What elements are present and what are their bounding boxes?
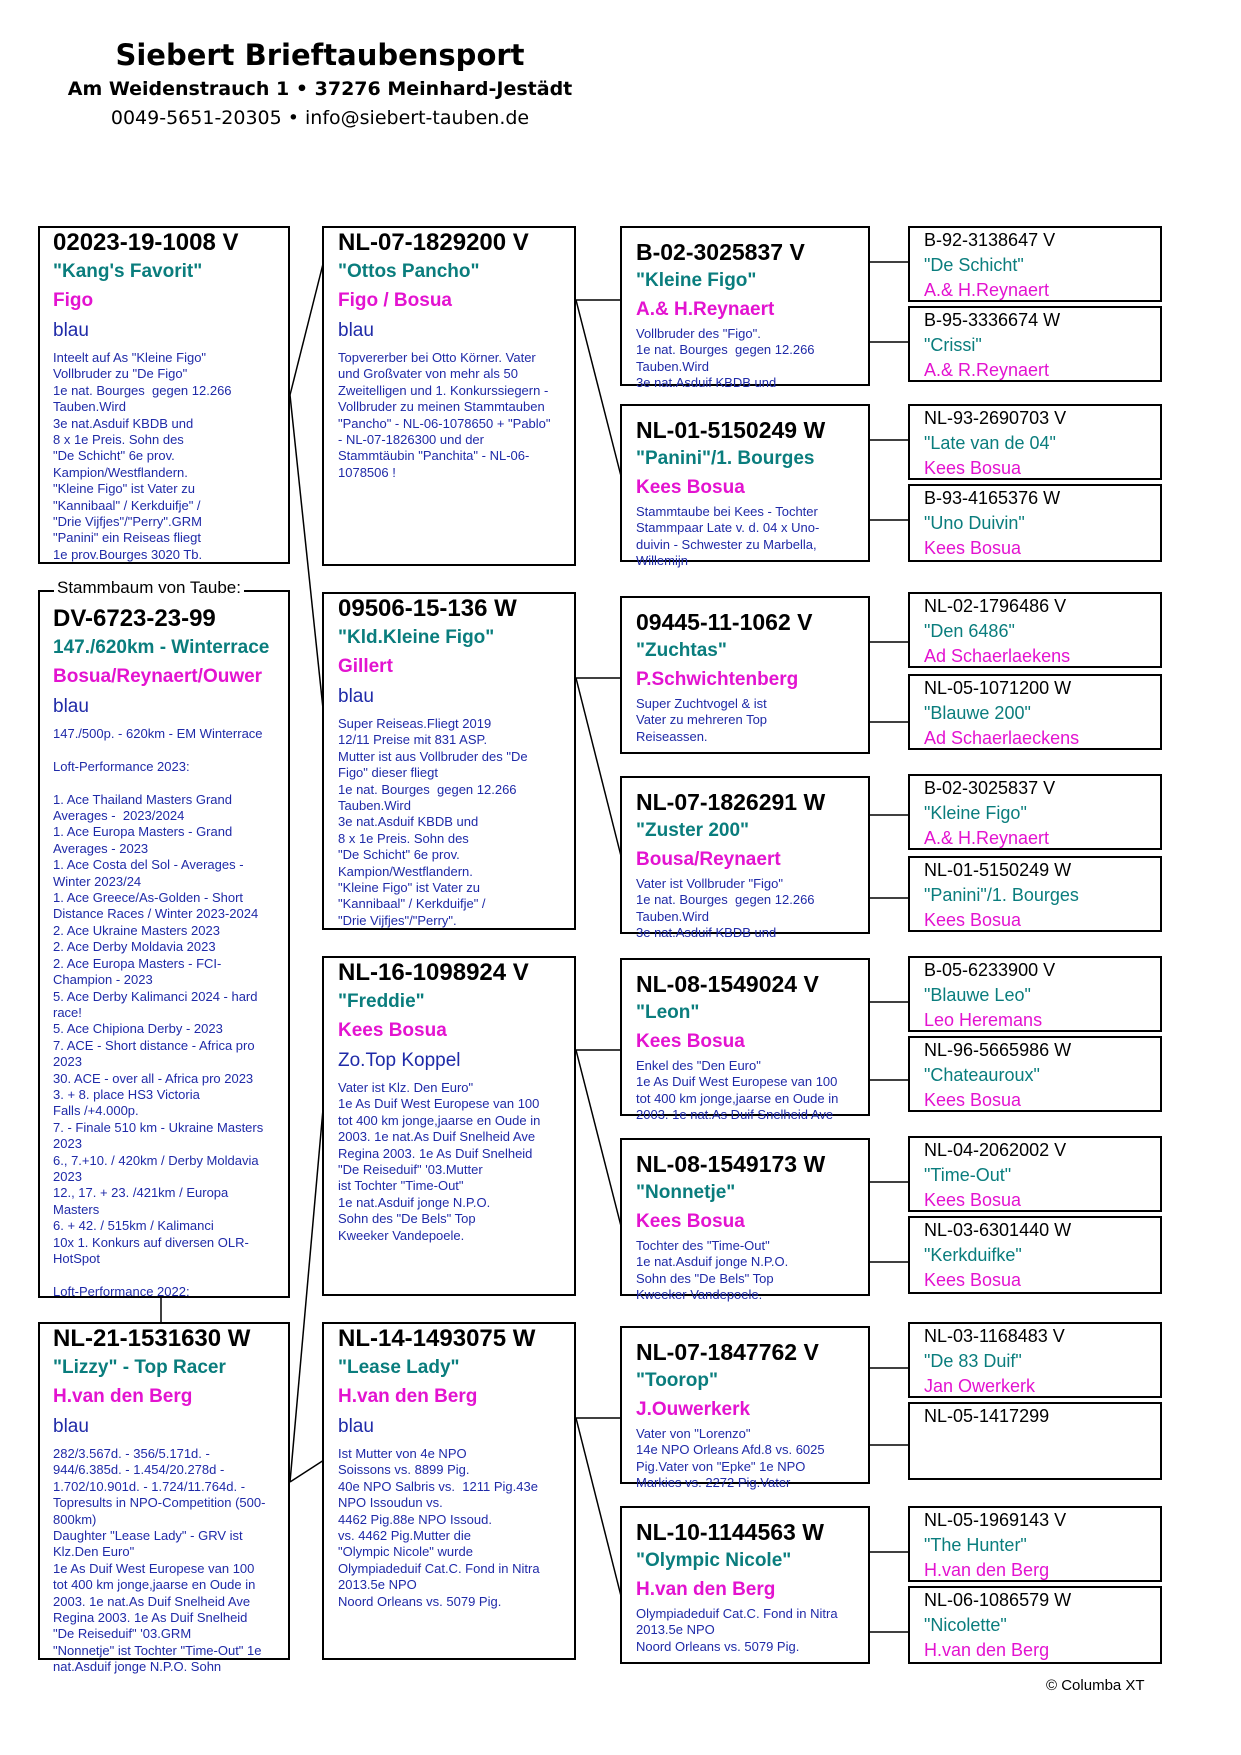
ring-number: NL-05-1071200 W [924, 678, 1072, 698]
pedigree-card-gen4-15[interactable] [908, 1506, 1162, 1582]
pigeon-name: "Kld.Kleine Figo" [338, 627, 495, 648]
breeder-name: H.van den Berg [924, 1640, 1050, 1660]
ring-number: NL-01-5150249 W [636, 417, 826, 443]
performance-notes: Ist Mutter von 4e NPO Soissons vs. 8899 Pig. 40e NPO Salbris vs. 1211 Pig.43e NPO Issoudun vs. 4462 Pig.88e NPO Issoud. vs. 4462 Pig.Mutter die "Olympic Nicole" wurde Olympiadeduif Cat.C. Fond in Nitra 2013.5e NPO Noord Orleans vs. 5079 Pig. [338, 1446, 540, 1609]
breeder-name: A.& H.Reynaert [636, 299, 775, 320]
pedigree-card-gen4-2[interactable] [908, 306, 1162, 382]
performance-notes: Stammtaube bei Kees - Tochter Stammpaar Late v. d. 04 x Uno- duivin - Schwester zu Marbella, Willemijn [636, 504, 820, 569]
pedigree-card-gen4-8[interactable] [908, 856, 1162, 932]
breeder-name: Kees Bosua [924, 538, 1022, 558]
pigeon-name: "Late van de 04" [924, 433, 1056, 453]
pedigree-card-gen4-16[interactable] [908, 1586, 1162, 1664]
pedigree-card-mf-father[interactable] [620, 958, 870, 1123]
pigeon-name: "Lease Lady" [338, 1357, 460, 1378]
pigeon-name: "Freddie" [338, 991, 425, 1012]
ring-number: B-92-3138647 V [924, 230, 1056, 250]
pedigree-card-gen4-5[interactable] [908, 592, 1162, 668]
performance-notes: 147./500p. - 620km - EM Winterrace Loft-Performance 2023: 1. Ace Thailand Masters Grand Averages - 2023/2024 1. Ace Europa Masters - Grand Averages - 2023 1. Ace Costa del Sol - Averages - Winter 2023/24 1. Ace Greece/As-Golden - Short Distance Races / Winter 2023-2024 2. Ace Ukraine Masters 2023 2. Ace Derby Moldavia 2023 2. Ace Europa Masters - FCI- Champion - 2023 5. Ace Derby Kalimanci 2024 - hard race! 5. Ace Chipiona Derby - 2023 7. ACE - Short distance - Africa pro 2023 30. ACE - over all - Africa pro 2023 3. + 8. place HS3 Victoria Falls /+4.000p. 7. - Finale 510 km - Ukraine Masters 2023 6., 7.+10. / 420km / Derby Moldavia 2023 12., 17. + 23. /421km / Europa Masters 6. + 42. / 515km / Kalimanci 10x 1. Konkurs auf diversen OLR- HotSpot Loft-Performance 2022: [53, 726, 264, 1299]
pigeon-name: "Kleine Figo" [924, 803, 1027, 823]
ring-number: NL-07-1847762 V [636, 1339, 819, 1365]
feather-color: blau [53, 1416, 89, 1437]
ring-number: NL-04-2062002 V [924, 1140, 1067, 1160]
ring-number: NL-05-1417299 [924, 1406, 1050, 1426]
pigeon-name: "Kerkduifke" [924, 1245, 1022, 1265]
company-contact: 0049-5651-20305 • info@siebert-tauben.de [110, 107, 530, 129]
breeder-name: Figo [53, 290, 94, 311]
feather-color: blau [338, 1416, 374, 1437]
performance-notes: Olympiadeduif Cat.C. Fond in Nitra 2013.5e NPO Noord Orleans vs. 5079 Pig. [636, 1606, 838, 1654]
pedigree-card-subject[interactable] [38, 590, 290, 1298]
ring-number: NL-03-6301440 W [924, 1220, 1072, 1240]
breeder-name: Figo / Bosua [338, 290, 452, 311]
breeder-name: Kees Bosua [924, 1270, 1022, 1290]
ring-number: 09445-11-1062 V [636, 609, 813, 635]
pigeon-name: "Uno Duivin" [924, 513, 1025, 533]
pedigree-card-gen4-6[interactable] [908, 674, 1162, 750]
ring-number: NL-10-1144563 W [636, 1519, 824, 1545]
pigeon-name: "Leon" [636, 1002, 700, 1023]
breeder-name: H.van den Berg [636, 1579, 776, 1600]
pedigree-card-father-father[interactable] [322, 226, 576, 566]
pigeon-name: "Kang's Favorit" [53, 261, 203, 282]
breeder-name: Kees Bosua [338, 1020, 447, 1041]
pigeon-name: "Den 6486" [924, 621, 1015, 641]
breeder-name: Kees Bosua [924, 1190, 1022, 1210]
ring-number: NL-07-1826291 W [636, 789, 826, 815]
breeder-name: H.van den Berg [338, 1386, 478, 1407]
breeder-name: Kees Bosua [636, 477, 745, 498]
pedigree-card-gen4-1[interactable] [908, 226, 1162, 302]
pigeon-name: "The Hunter" [924, 1535, 1027, 1555]
pigeon-name: "Olympic Nicole" [636, 1550, 792, 1571]
pigeon-name: "Chateauroux" [924, 1065, 1040, 1085]
footer-credit: © Columba XT [1046, 1677, 1145, 1694]
breeder-name: P.Schwichtenberg [636, 669, 799, 690]
ring-number: 02023-19-1008 V [53, 229, 239, 256]
ring-number: NL-03-1168483 V [924, 1326, 1065, 1346]
feather-color: Zo.Top Koppel [338, 1050, 461, 1071]
breeder-name: Kees Bosua [924, 910, 1022, 930]
ring-number: NL-21-1531630 W [53, 1325, 251, 1352]
ring-number: B-05-6233900 V [924, 960, 1056, 980]
pigeon-name: "Crissi" [924, 335, 982, 355]
performance-notes: 282/3.567d. - 356/5.171d. - 944/6.385d. - 1.454/20.278d - 1.702/10.901d. - 1.724/11.764d. - Topresults in NPO-Competition (500- 800km) Daughter "Lease Lady" - GRV ist Klz.Den Euro" 1e As Duif West Europese van 100 tot 400 km jonge,jaarse en Oude in 2003. 1e nat.As Duif Snelheid Ave Regina 2003. 1e As Duif Snelheid "De Reiseduif" '03.GRM "Nonnetje" ist Tochter "Time-Out" 1e nat.Asduif jonge N.P.O. Sohn [53, 1446, 266, 1675]
pigeon-name: "De 83 Duif" [924, 1351, 1022, 1371]
subject-legend-label: Stammbaum von Taube: [54, 578, 244, 598]
pedigree-card-fm-father[interactable] [620, 596, 870, 754]
breeder-name: J.Ouwerkerk [636, 1399, 751, 1420]
breeder-name: Kees Bosua [924, 458, 1022, 478]
ring-number: NL-16-1098924 V [338, 959, 529, 986]
pigeon-name: "Blauwe 200" [924, 703, 1031, 723]
ring-number: NL-06-1086579 W [924, 1590, 1072, 1610]
pigeon-name: "Lizzy" - Top Racer [53, 1357, 226, 1378]
pigeon-name: "Nicolette" [924, 1615, 1007, 1635]
pedigree-card-mf-mother[interactable] [620, 1138, 870, 1303]
pedigree-card-mm-mother[interactable] [620, 1506, 870, 1664]
company-address: Am Weidenstrauch 1 • 37276 Meinhard-Jestädt [67, 78, 573, 100]
ring-number: NL-02-1796486 V [924, 596, 1067, 616]
breeder-name: H.van den Berg [924, 1560, 1050, 1580]
performance-notes: Tochter des "Time-Out" 1e nat.Asduif jonge N.P.O. Sohn des "De Bels" Top Kweeker Vandepoele. [636, 1238, 789, 1303]
breeder-name: A.& R.Reynaert [924, 360, 1050, 380]
ring-number: NL-08-1549173 W [636, 1151, 826, 1177]
breeder-name: Gillert [338, 656, 393, 677]
pigeon-name: "Kleine Figo" [636, 270, 757, 291]
pedigree-card-gen4-3[interactable] [908, 404, 1162, 480]
performance-notes: Inteelt auf As "Kleine Figo" Vollbruder zu "De Figo" 1e nat. Bourges gegen 12.266 Tauben.Wird 3e nat.Asduif KBDB und 8 x 1e Preis. Sohn des "De Schicht" 6e prov. Kampion/Westflandern. "Kleine Figo" ist Vater zu "Kannibaal" / Kerkduifje" / "Drie Vijfjes"/"Perry".GRM "Panini" ein Reiseas fliegt 1e prov.Bourges 3020 Tb. [53, 350, 232, 562]
breeder-name: Ad Schaerlaekens [924, 646, 1071, 666]
ring-number: NL-96-5665986 W [924, 1040, 1072, 1060]
performance-notes: Vater von "Lorenzo" 14e NPO Orleans Afd.8 vs. 6025 Pig.Vater von "Epke" 1e NPO Markies vs. 2272 Pig.Vater [636, 1426, 825, 1491]
pedigree-card-father[interactable] [38, 226, 290, 564]
pedigree-card-gen4-13[interactable] [908, 1322, 1162, 1398]
feather-color: blau [53, 696, 89, 717]
breeder-name: Leo Heremans [924, 1010, 1043, 1030]
performance-notes: Topvererber bei Otto Körner. Vater und Großvater von mehr als 50 Zweitelligen und 1. Konkurssiegern - Vollbruder zu meinen Stammtauben "Pancho" - NL-06-1078650 + "Pablo" - NL-07-1826300 und der Stammtäubin "Panchita" - NL-06- 1078506 ! [338, 350, 551, 480]
pedigree-card-ff-mother[interactable] [620, 404, 870, 569]
breeder-name: Kees Bosua [636, 1031, 745, 1052]
ring-number: NL-01-5150249 W [924, 860, 1072, 880]
pedigree-card-gen4-4[interactable] [908, 484, 1162, 562]
pigeon-name: "Toorop" [636, 1370, 719, 1391]
pigeon-name: "Zuster 200" [636, 820, 750, 841]
pigeon-name: 147./620km - Winterrace [53, 637, 270, 658]
breeder-name: Kees Bosua [924, 1090, 1022, 1110]
pigeon-name: "Blauwe Leo" [924, 985, 1031, 1005]
pedigree-card-father-mother[interactable] [322, 592, 576, 930]
performance-notes: Super Reiseas.Fliegt 2019 12/11 Preise mit 831 ASP. Mutter ist aus Vollbruder des "De Figo" dieser fliegt 1e nat. Bourges gegen 12.266 Tauben.Wird 3e nat.Asduif KBDB und 8 x 1e Preis. Sohn des "De Schicht" 6e prov. Kampion/Westflandern. "Kleine Figo" ist Vater zu "Kannibaal" / Kerkduifje" / "Drie Vijfjes"/"Perry". [338, 716, 528, 928]
pedigree-card-mother[interactable] [38, 1322, 290, 1675]
feather-color: blau [338, 686, 374, 707]
breeder-name: Bosua/Reynaert/Ouwer [53, 666, 263, 687]
ring-number: 09506-15-136 W [338, 595, 517, 622]
pigeon-name: "Time-Out" [924, 1165, 1012, 1185]
pedigree-card-mm-father[interactable] [620, 1326, 870, 1491]
breeder-name: Bousa/Reynaert [636, 849, 781, 870]
ring-number: NL-05-1969143 V [924, 1510, 1067, 1530]
pedigree-card-mother-mother[interactable] [322, 1322, 576, 1660]
pigeon-name: "Zuchtas" [636, 640, 727, 661]
ring-number: NL-08-1549024 V [636, 971, 819, 997]
performance-notes: Vater ist Vollbruder "Figo" 1e nat. Bourges gegen 12.266 Tauben.Wird 3e nat.Asduif KBDB und [636, 876, 815, 941]
pedigree-card-ff-father[interactable] [620, 226, 870, 391]
pedigree-card-gen4-7[interactable] [908, 774, 1162, 850]
ring-number: B-95-3336674 W [924, 310, 1061, 330]
breeder-name: Kees Bosua [636, 1211, 745, 1232]
ring-number: NL-07-1829200 V [338, 229, 529, 256]
company-name: Siebert Brieftaubensport [115, 38, 525, 72]
pigeon-name: "Nonnetje" [636, 1182, 736, 1203]
ring-number: B-02-3025837 V [636, 239, 805, 265]
pedigree-card-gen4-12[interactable] [908, 1216, 1162, 1294]
breeder-name: Jan Owerkerk [924, 1376, 1036, 1396]
ring-number: NL-93-2690703 V [924, 408, 1067, 428]
pigeon-name: "Ottos Pancho" [338, 261, 480, 282]
breeder-name: Ad Schaerlaeckens [924, 728, 1080, 748]
pedigree-card-gen4-10[interactable] [908, 1036, 1162, 1112]
performance-notes: Vollbruder des "Figo". 1e nat. Bourges gegen 12.266 Tauben.Wird 3e nat.Asduif KBDB und [636, 326, 815, 391]
pigeon-name: "Panini"/1. Bourges [636, 448, 815, 469]
feather-color: blau [53, 320, 89, 341]
pedigree-card-gen4-11[interactable] [908, 1136, 1162, 1212]
pedigree-card-gen4-9[interactable] [908, 956, 1162, 1032]
pedigree-card-gen4-14[interactable] [908, 1402, 1162, 1480]
ring-number: B-93-4165376 W [924, 488, 1061, 508]
performance-notes: Vater ist Klz. Den Euro" 1e As Duif West Europese van 100 tot 400 km jonge,jaarse en Oude in 2003. 1e nat.As Duif Snelheid Ave Regina 2003. 1e As Duif Snelheid "De Reiseduif" '03.Mutter ist Tochter "Time-Out" 1e nat.Asduif jonge N.P.O. Sohn des "De Bels" Top Kweeker Vandepoele. [338, 1080, 541, 1243]
ring-number: DV-6723-23-99 [53, 605, 216, 632]
breeder-name: A.& H.Reynaert [924, 828, 1050, 848]
breeder-name: H.van den Berg [53, 1386, 193, 1407]
breeder-name: A.& H.Reynaert [924, 280, 1050, 300]
performance-notes: Enkel des "Den Euro" 1e As Duif West Europese van 100 tot 400 km jonge,jaarse en Oude in 2003. 1e nat.As Duif Snelheid Ave [636, 1058, 839, 1123]
performance-notes: Super Zuchtvogel & ist Vater zu mehreren Top Reiseassen. [636, 696, 768, 744]
feather-color: blau [338, 320, 374, 341]
ring-number: NL-14-1493075 W [338, 1325, 536, 1352]
pigeon-name: "De Schicht" [924, 255, 1024, 275]
pedigree-card-fm-mother[interactable] [620, 776, 870, 941]
pedigree-card-mother-father[interactable] [322, 956, 576, 1296]
ring-number: B-02-3025837 V [924, 778, 1056, 798]
pigeon-name: "Panini"/1. Bourges [924, 885, 1079, 905]
